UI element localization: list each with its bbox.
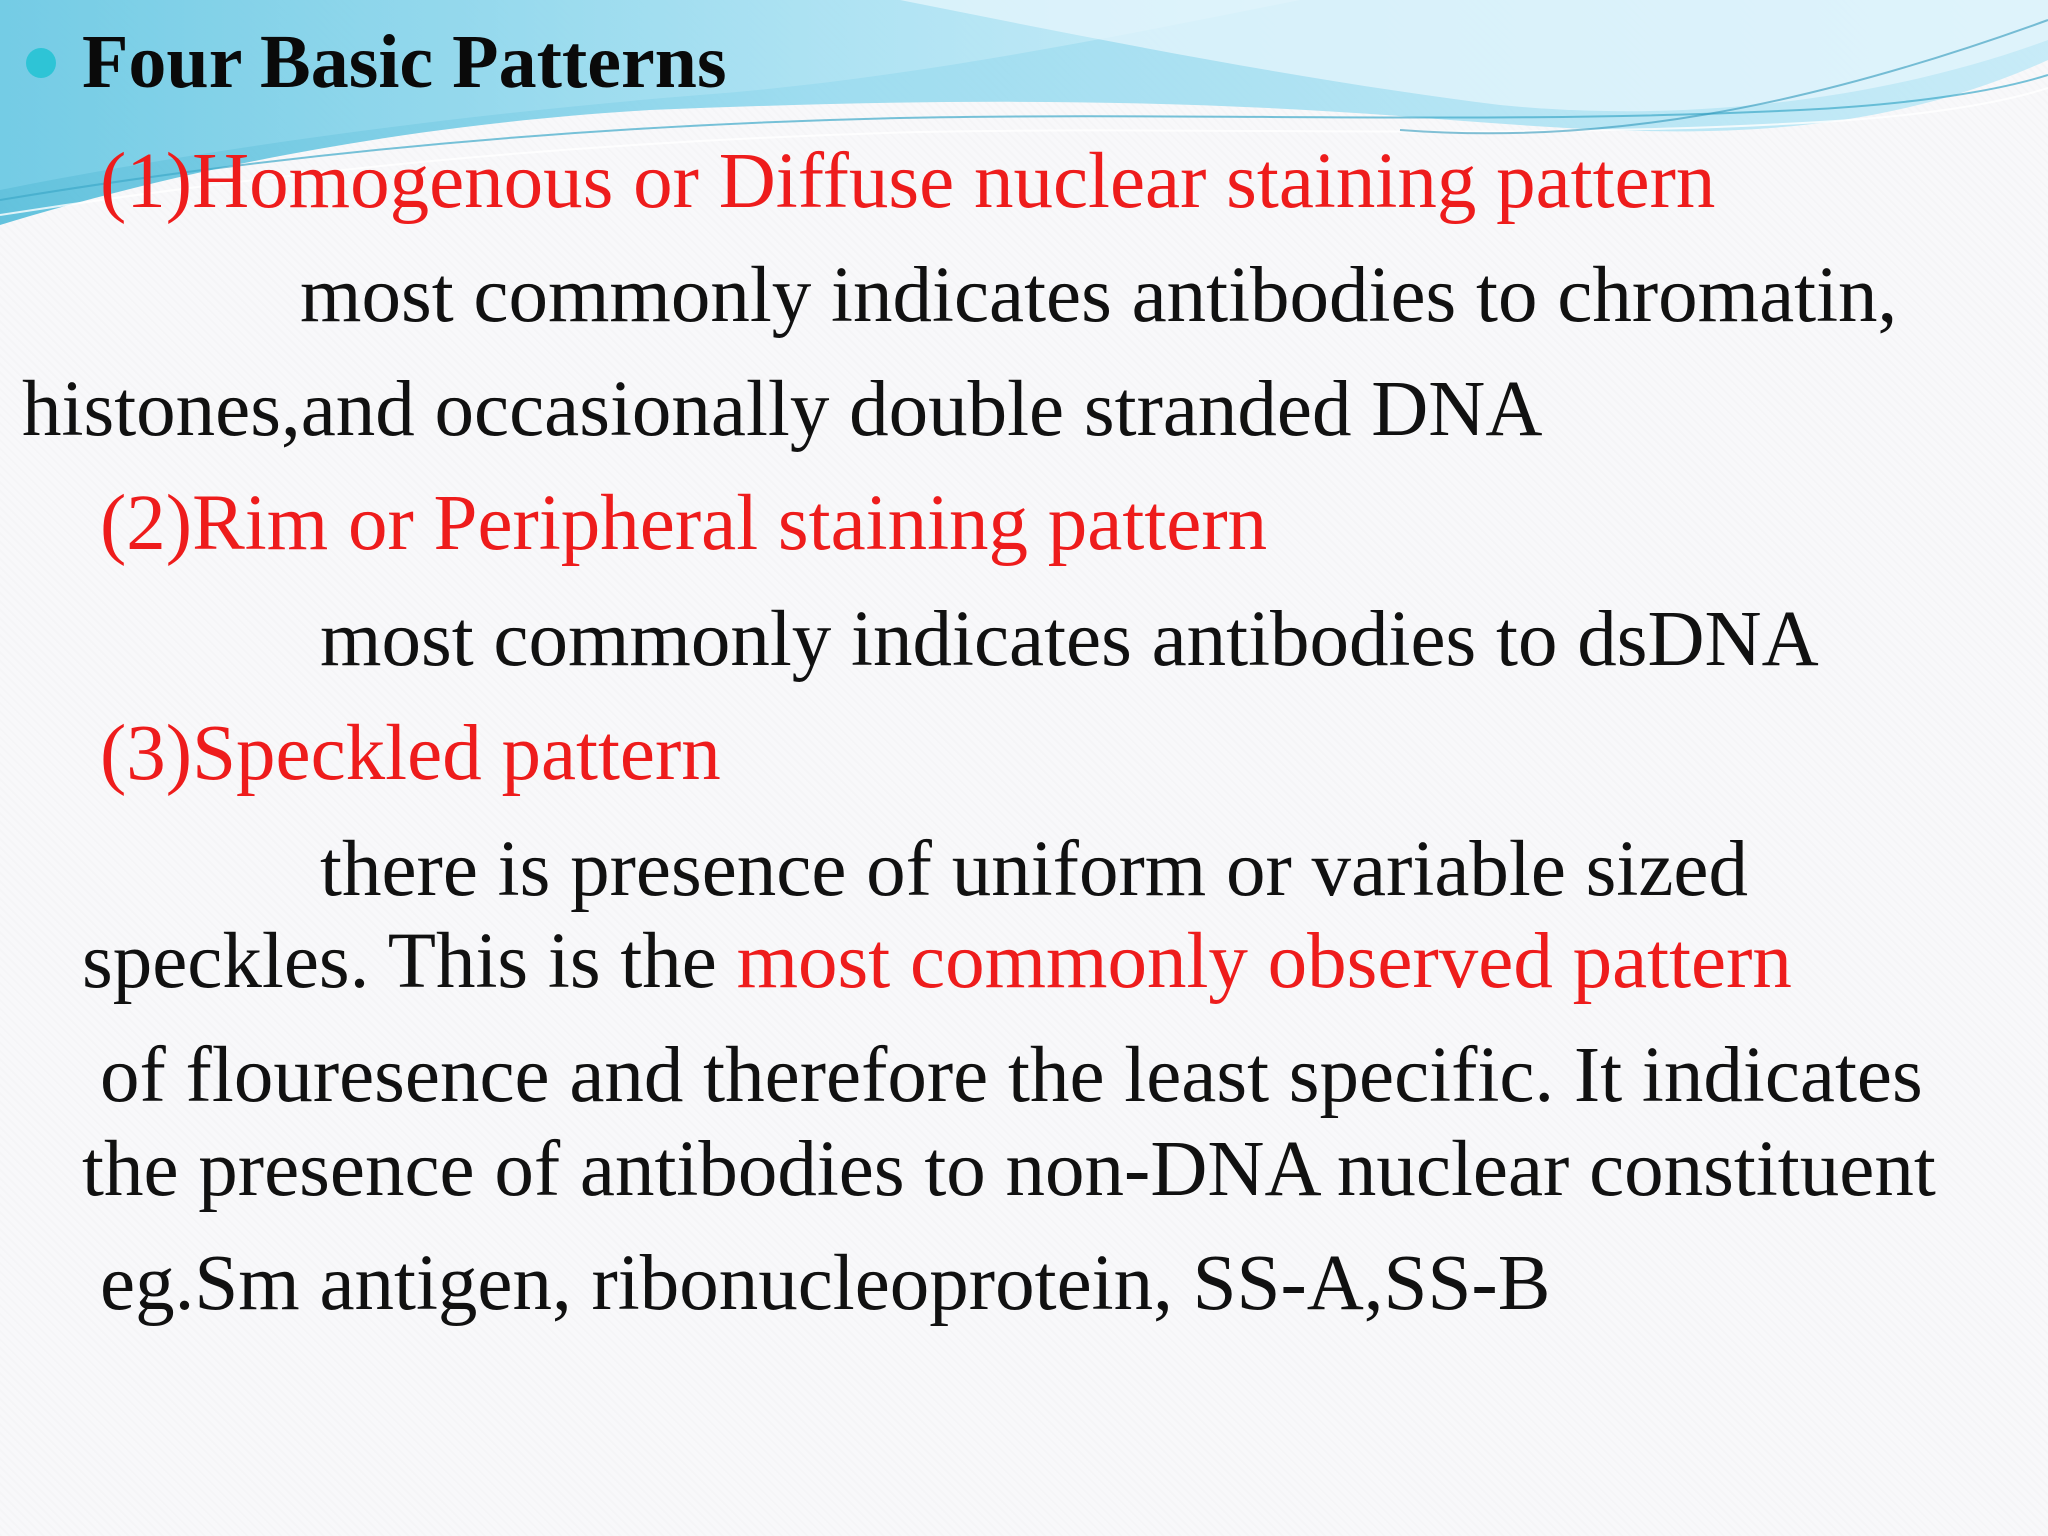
pattern3-desc-line5: eg.Sm antigen, ribonucleoprotein, SS-A,SS-B [100,1240,1551,1327]
pattern1-desc-line1: most commonly indicates antibodies to chromatin, [300,252,1898,339]
pattern3-desc-line2-a: speckles. This is the [82,918,737,1005]
title-bullet [26,48,56,78]
pattern3-desc-line2 [82,918,1792,1005]
pattern3-desc-line1: there is presence of uniform or variable sized [320,826,1748,913]
pattern1-desc-line2: histones,and occasionally double stranded DNA [22,366,1543,453]
pattern2-heading: (2)Rim or Peripheral staining pattern [100,480,1268,567]
pattern1-heading: (1)Homogenous or Diffuse nuclear staining pattern [100,138,1716,225]
pattern3-heading: (3)Speckled pattern [100,710,721,797]
slide-title: Four Basic Patterns [82,20,727,104]
pattern3-desc-line4: the presence of antibodies to non-DNA nuclear constituent [82,1126,1936,1213]
pattern3-desc-line3: of flouresence and therefore the least specific. It indicates [100,1032,1923,1119]
pattern3-emphasis: most commonly observed pattern [736,918,1792,1005]
pattern2-desc: most commonly indicates antibodies to dsDNA [320,596,1819,683]
